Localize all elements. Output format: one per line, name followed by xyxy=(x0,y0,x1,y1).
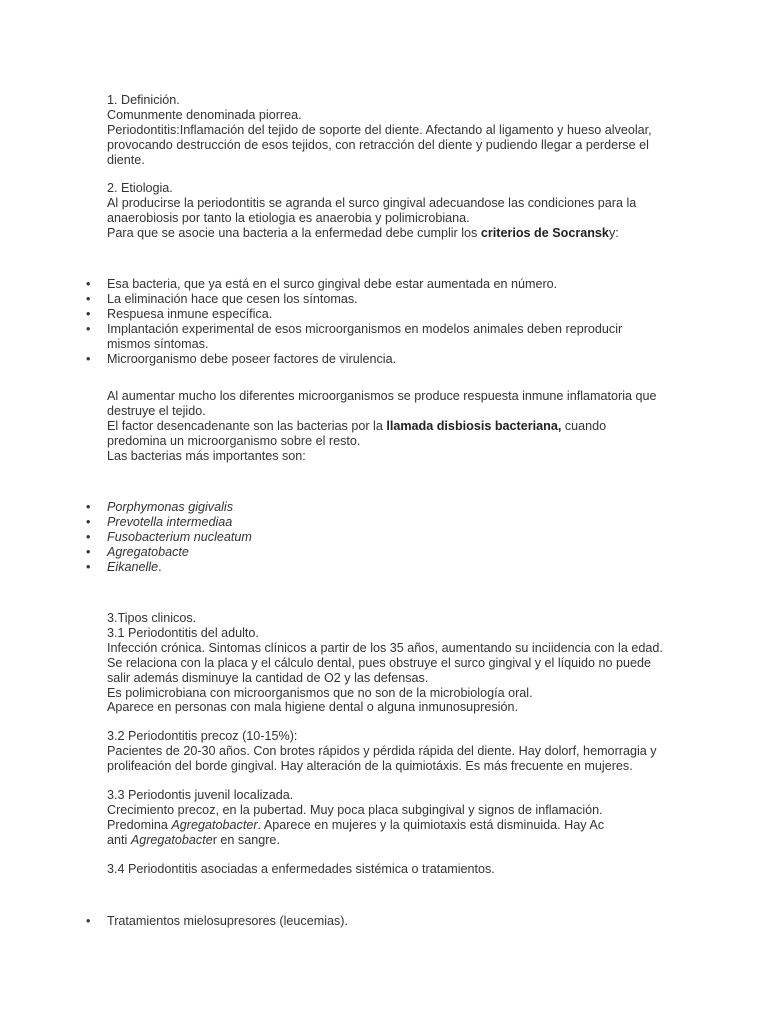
section-heading: 2. Etiologia. xyxy=(107,181,173,195)
list-item xyxy=(86,292,671,307)
paragraph: Comunmente denominada piorrea. xyxy=(107,107,302,122)
section-tipos-clinicos xyxy=(107,611,672,715)
list-item xyxy=(86,322,647,352)
text-run: anti xyxy=(107,832,131,847)
paragraph xyxy=(107,833,667,848)
list-item xyxy=(86,914,671,929)
text-run: y: xyxy=(608,225,619,240)
list-item-text: Agregatobacte xyxy=(107,544,189,559)
list-item xyxy=(86,277,671,292)
treatments-list xyxy=(86,914,671,929)
section-respuesta xyxy=(107,389,667,464)
paragraph xyxy=(107,226,667,241)
bacteria-list xyxy=(86,500,671,575)
bold-term: criterios de Socransk xyxy=(480,225,609,240)
list-item xyxy=(86,530,671,545)
list-item-text: Implantación experimental de esos microorganismos en modelos animales deben reproducir mismos síntomas. xyxy=(107,321,623,351)
list-item-text: Respuesa inmune específica. xyxy=(107,306,273,321)
paragraph: Periodontitis:Inflamación del tejido de soporte del diente. Afectando al ligamento y hueso alveolar, provocando destrucción de esos tejidos, con retracción del diente y pudiendo llegar a perderse el diente. xyxy=(107,122,652,167)
bullet-icon: • xyxy=(86,500,91,514)
paragraph: Las bacterias más importantes son: xyxy=(107,448,306,463)
criteria-list xyxy=(86,277,671,366)
bullet-icon: • xyxy=(86,529,91,544)
list-item xyxy=(86,515,671,530)
list-item xyxy=(86,500,671,515)
bullet-icon: • xyxy=(86,291,91,306)
paragraph: Se relaciona con la placa y el cálculo dental, pues obstruye el surco gingival y el líquido no puede salir además disminuye la cantidad de O2 y las defensas. xyxy=(107,655,651,685)
text-run: Para que se asocie una bacteria a la enfermedad debe cumplir los xyxy=(107,225,481,240)
bullet-icon: • xyxy=(86,514,91,529)
list-item-text: Esa bacteria, que ya está en el surco gingival debe estar aumentada en número. xyxy=(107,277,558,291)
list-item-text: Tratamientos mielosupresores (leucemias). xyxy=(107,914,348,928)
section-etiologia xyxy=(107,181,667,241)
paragraph: Crecimiento precoz, en la pubertad. Muy poca placa subgingival y signos de inflamación. xyxy=(107,802,603,817)
italic-term: Agregatobacter xyxy=(171,817,258,832)
subsection-heading: 3.4 Periodontitis asociadas a enfermedades sistémica o tratamientos. xyxy=(107,862,495,876)
bullet-icon: • xyxy=(86,351,91,366)
list-item-suffix: . xyxy=(158,559,162,574)
subsection-3-3 xyxy=(107,788,667,848)
section-heading: 1. Definición. xyxy=(107,93,180,107)
list-item-text: La eliminación hace que cesen los síntomas. xyxy=(107,291,358,306)
paragraph xyxy=(107,419,667,449)
bullet-icon: • xyxy=(86,321,91,336)
list-item-text: Porphymonas gigivalis xyxy=(107,500,233,514)
subsection-heading: 3.1 Periodontitis del adulto. xyxy=(107,625,259,640)
paragraph: Aparece en personas con mala higiene dental o alguna inmunosupresión. xyxy=(107,700,518,715)
text-run: r en sangre. xyxy=(212,832,280,847)
list-item xyxy=(86,307,671,322)
bullet-icon: • xyxy=(86,559,91,574)
list-item-text: Microorganismo debe poseer factores de virulencia. xyxy=(107,351,397,366)
subsection-heading: 3.2 Periodontitis precoz (10-15%): xyxy=(107,729,298,743)
list-item-text: Fusobacterium nucleatum xyxy=(107,529,252,544)
subsection-3-2 xyxy=(107,729,672,774)
bold-term: llamada disbiosis bacteriana, xyxy=(386,418,562,433)
paragraph: Infección crónica. Sintomas clínicos a partir de los 35 años, aumentando su inciidencia con la edad. xyxy=(107,640,663,655)
text-run: El factor desencadenante son las bacterias por la xyxy=(107,418,387,433)
paragraph: Pacientes de 20-30 años. Con brotes rápidos y pérdida rápida del diente. Hay dolorf, hemorragia y prolifeación del borde gingival. Hay alteración de la quimiotáxis. Es más frecuente en mujeres. xyxy=(107,743,657,773)
bullet-icon: • xyxy=(86,277,91,291)
bullet-icon: • xyxy=(86,306,91,321)
italic-term: Agregatobacte xyxy=(130,832,213,847)
paragraph xyxy=(107,818,667,833)
section-definicion xyxy=(107,93,667,168)
section-heading: 3.Tipos clinicos. xyxy=(107,611,197,625)
list-item xyxy=(86,545,671,560)
text-run: . Aparece en mujeres y la quimiotaxis está disminuida. Hay Ac xyxy=(257,817,605,832)
bullet-icon: • xyxy=(86,544,91,559)
subsection-3-4 xyxy=(107,862,667,877)
paragraph: Al producirse la periodontitis se agranda el surco gingival adecuandose las condiciones para la anaerobiosis por tanto la etiologia es anaerobia y polimicrobiana. xyxy=(107,195,637,225)
list-item xyxy=(86,352,671,367)
subsection-heading: 3.3 Periodontis juvenil localizada. xyxy=(107,788,294,802)
bullet-icon: • xyxy=(86,914,91,928)
list-item xyxy=(86,560,671,575)
list-item-text: Eikanelle xyxy=(107,559,159,574)
paragraph: Es polimicrobiana con microorganismos que no son de la microbiología oral. xyxy=(107,685,533,700)
text-run: cuando predomina un microorganismo sobre el resto. xyxy=(107,418,607,448)
text-run: Predomina xyxy=(107,817,172,832)
paragraph: Al aumentar mucho los diferentes microorganismos se produce respuesta inmune inflamatoria que destruye el tejido. xyxy=(107,389,657,418)
list-item-text: Prevotella intermediaa xyxy=(107,514,233,529)
